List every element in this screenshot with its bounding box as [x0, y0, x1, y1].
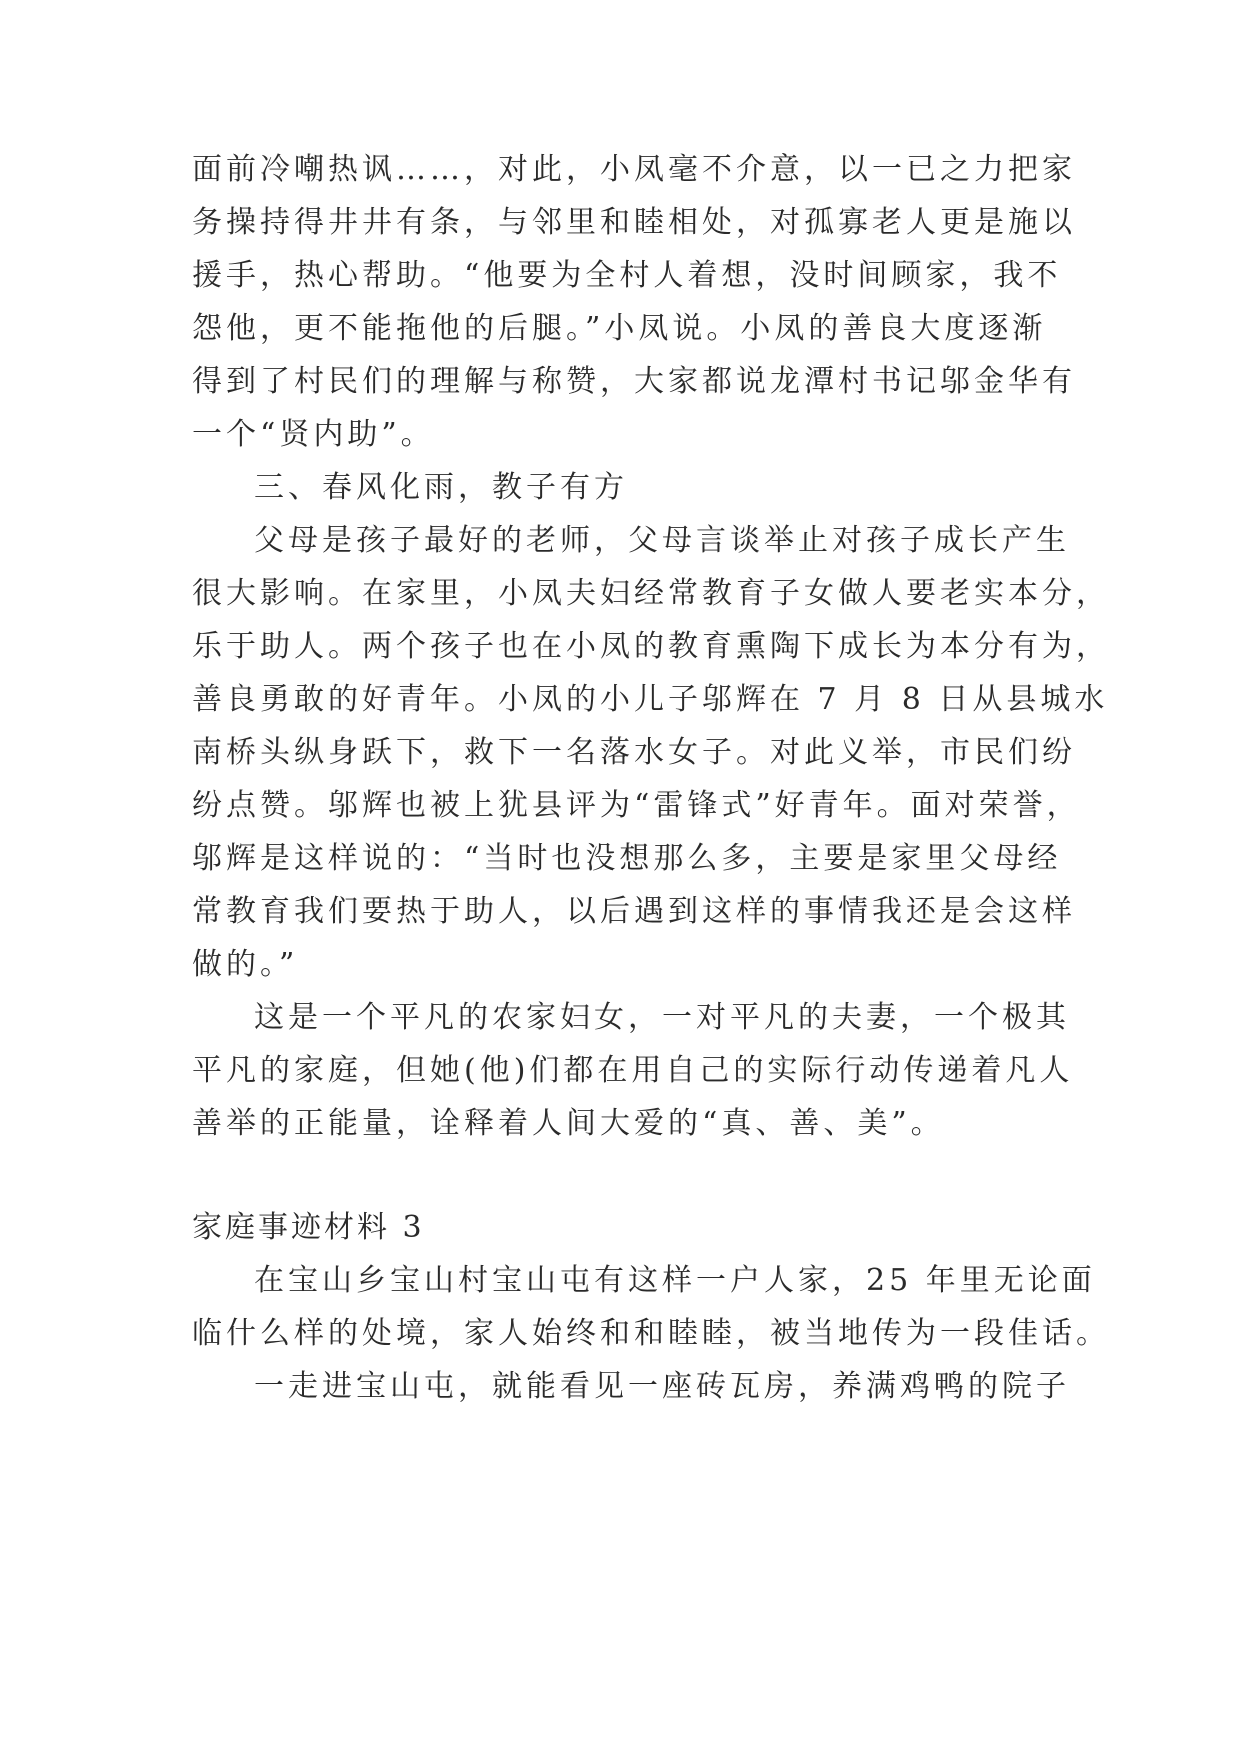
- body-line: 常教育我们要热于助人，以后遇到这样的事情我还是会这样: [192, 894, 1076, 929]
- body-line: 得到了村民们的理解与称赞，大家都说龙潭村书记邬金华有: [192, 364, 1076, 399]
- body-line: 面前冷嘲热讽……，对此，小凤毫不介意，以一已之力把家: [192, 152, 1076, 187]
- body-line: 临什么样的处境，家人始终和和睦睦，被当地传为一段佳话。: [192, 1316, 1110, 1351]
- body-line: 援手，热心帮助。“他要为全村人着想，没时间顾家，我不: [192, 258, 1062, 293]
- body-line: 乐于助人。两个孩子也在小凤的教育熏陶下成长为本分有为，: [192, 629, 1110, 664]
- body-line: 南桥头纵身跃下，救下一名落水女子。对此义举，市民们纷: [192, 735, 1076, 770]
- body-line: 纷点赞。邬辉也被上犹县评为“雷锋式”好青年。面对荣誉，: [192, 788, 1081, 823]
- body-line: 怨他，更不能拖他的后腿。”小凤说。小凤的善良大度逐渐: [192, 311, 1047, 346]
- section-heading: 三、春风化雨，教子有方: [254, 470, 628, 505]
- body-line: 邬辉是这样说的：“当时也没想那么多，主要是家里父母经: [192, 841, 1062, 876]
- paragraph-first-line: 这是一个平凡的农家妇女，一对平凡的夫妻，一个极其: [254, 1000, 1070, 1035]
- material-title: 家庭事迹材料 3: [192, 1210, 425, 1245]
- body-line: 做的。”: [192, 947, 299, 982]
- paragraph-first-line: 在宝山乡宝山村宝山屯有这样一户人家，25 年里无论面: [254, 1263, 1096, 1298]
- body-line: 平凡的家庭，但她(他)们都在用自己的实际行动传递着凡人: [192, 1053, 1074, 1088]
- paragraph-first-line: 父母是孩子最好的老师，父母言谈举止对孩子成长产生: [254, 523, 1070, 558]
- body-line: 善良勇敢的好青年。小凤的小儿子邬辉在 7 月 8 日从县城水: [192, 682, 1109, 717]
- body-line: 善举的正能量，诠释着人间大爱的“真、善、美”。: [192, 1106, 945, 1141]
- body-line: 很大影响。在家里，小凤夫妇经常教育子女做人要老实本分，: [192, 576, 1110, 611]
- paragraph-first-line: 一走进宝山屯，就能看见一座砖瓦房，养满鸡鸭的院子: [254, 1369, 1070, 1404]
- body-line: 一个“贤内助”。: [192, 417, 435, 452]
- body-line: 务操持得井井有条，与邻里和睦相处，对孤寡老人更是施以: [192, 205, 1076, 240]
